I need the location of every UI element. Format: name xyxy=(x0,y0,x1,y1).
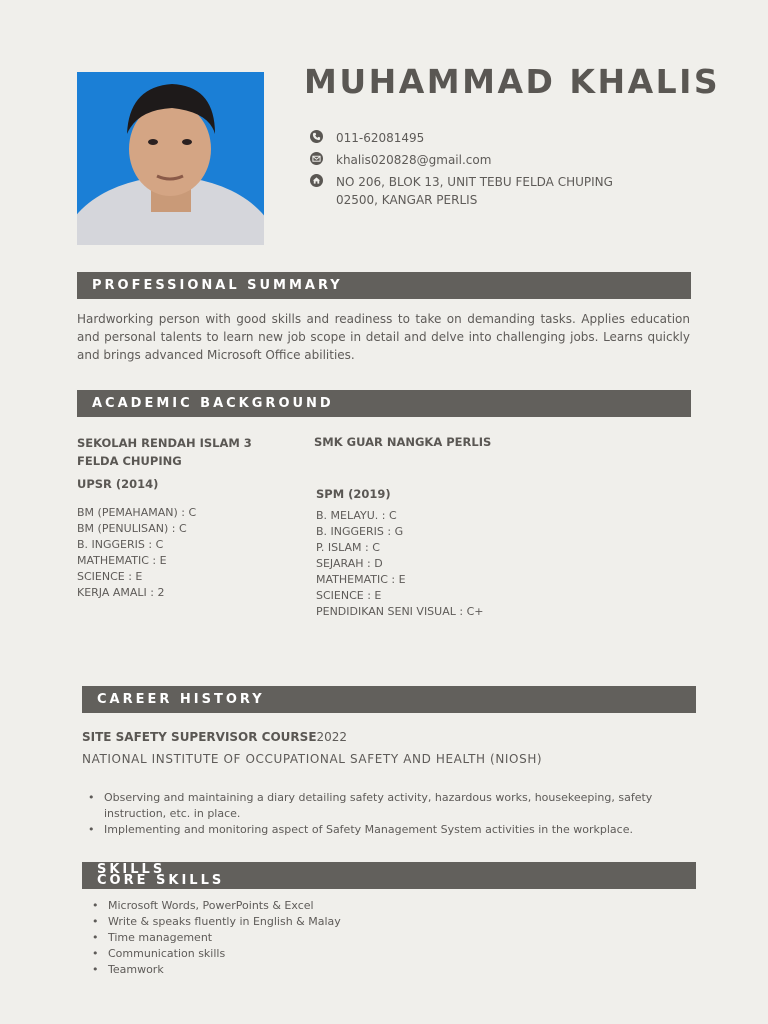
grade-item: BM (PEMAHAMAN) : C xyxy=(77,506,197,519)
candidate-name: MUHAMMAD KHALIS xyxy=(304,62,721,101)
home-icon xyxy=(310,174,323,187)
mail-icon xyxy=(310,152,323,165)
email-address: khalis020828@gmail.com xyxy=(336,153,492,167)
grade-item: P. ISLAM : C xyxy=(316,541,380,554)
portrait-image xyxy=(77,72,264,245)
exam-upsr: UPSR (2014) xyxy=(77,477,159,491)
skills-heading: SKILLS xyxy=(97,862,166,877)
grade-item: KERJA AMALI : 2 xyxy=(77,586,165,599)
list-item: • Communication skills xyxy=(86,946,486,962)
list-item: • Implementing and monitoring aspect of Safety Management System activities in the workplace. xyxy=(82,822,694,838)
course-line xyxy=(82,730,347,744)
grades-spm xyxy=(316,508,483,620)
grade-item: MATHEMATIC : E xyxy=(316,573,406,586)
phone-icon xyxy=(310,130,323,143)
school-secondary xyxy=(314,433,564,451)
course-name: SITE SAFETY SUPERVISOR COURSE xyxy=(82,730,317,744)
skills-list xyxy=(86,898,486,978)
grade-item: MATHEMATIC : E xyxy=(77,554,167,567)
section-header-skills xyxy=(82,862,696,889)
grade-item: B. INGGERIS : C xyxy=(77,538,164,551)
grade-item: B. MELAYU. : C xyxy=(316,509,397,522)
grade-item: PENDIDIKAN SENI VISUAL : C+ xyxy=(316,605,484,618)
grade-item: B. INGGERIS : G xyxy=(316,525,404,538)
school-name-line-1: SEKOLAH RENDAH ISLAM 3 xyxy=(77,436,252,450)
phone-number: 011-62081495 xyxy=(336,131,425,145)
contact-email xyxy=(310,151,491,169)
section-header-professional-summary: PROFESSIONAL SUMMARY xyxy=(77,272,691,299)
address-line-2: 02500, KANGAR PERLIS xyxy=(336,193,478,207)
core-skills-heading: CORE SKILLS xyxy=(97,873,225,888)
contact-address xyxy=(310,173,613,209)
profile-photo xyxy=(77,72,264,245)
list-item: • Time management xyxy=(86,930,486,946)
grade-item: BM (PENULISAN) : C xyxy=(77,522,187,535)
grade-item: SCIENCE : E xyxy=(77,570,143,583)
institute-name: NATIONAL INSTITUTE OF OCCUPATIONAL SAFETY AND HEALTH (NIOSH) xyxy=(82,752,543,766)
section-header-career-history: CAREER HISTORY xyxy=(82,686,696,713)
exam-spm: SPM (2019) xyxy=(316,487,391,501)
contact-phone xyxy=(310,129,424,147)
grade-item: SEJARAH : D xyxy=(316,557,383,570)
section-header-academic-background: ACADEMIC BACKGROUND xyxy=(77,390,691,417)
course-year: 2022 xyxy=(316,730,348,744)
list-item: • Teamwork xyxy=(86,962,486,978)
school-primary xyxy=(77,434,287,470)
summary-text: Hardworking person with good skills and readiness to take on demanding tasks. Applies education and personal talents to learn new job scope in detail and delve into challenging jobs. Learns quickly and brings advanced Microsoft Office abilities. xyxy=(77,312,690,362)
list-item: • Observing and maintaining a diary detailing safety activity, hazardous works, housekeeping, safety instruction, etc. in place. xyxy=(82,790,694,822)
school-name: SMK GUAR NANGKA PERLIS xyxy=(314,435,492,449)
address-line-1: NO 206, BLOK 13, UNIT TEBU FELDA CHUPING xyxy=(336,175,613,189)
grade-item: SCIENCE : E xyxy=(316,589,382,602)
grades-upsr xyxy=(77,505,196,601)
duties-list xyxy=(82,790,694,838)
list-item: • Microsoft Words, PowerPoints & Excel xyxy=(86,898,486,914)
list-item: • Write & speaks fluently in English & Malay xyxy=(86,914,486,930)
school-name-line-2: FELDA CHUPING xyxy=(77,454,182,468)
